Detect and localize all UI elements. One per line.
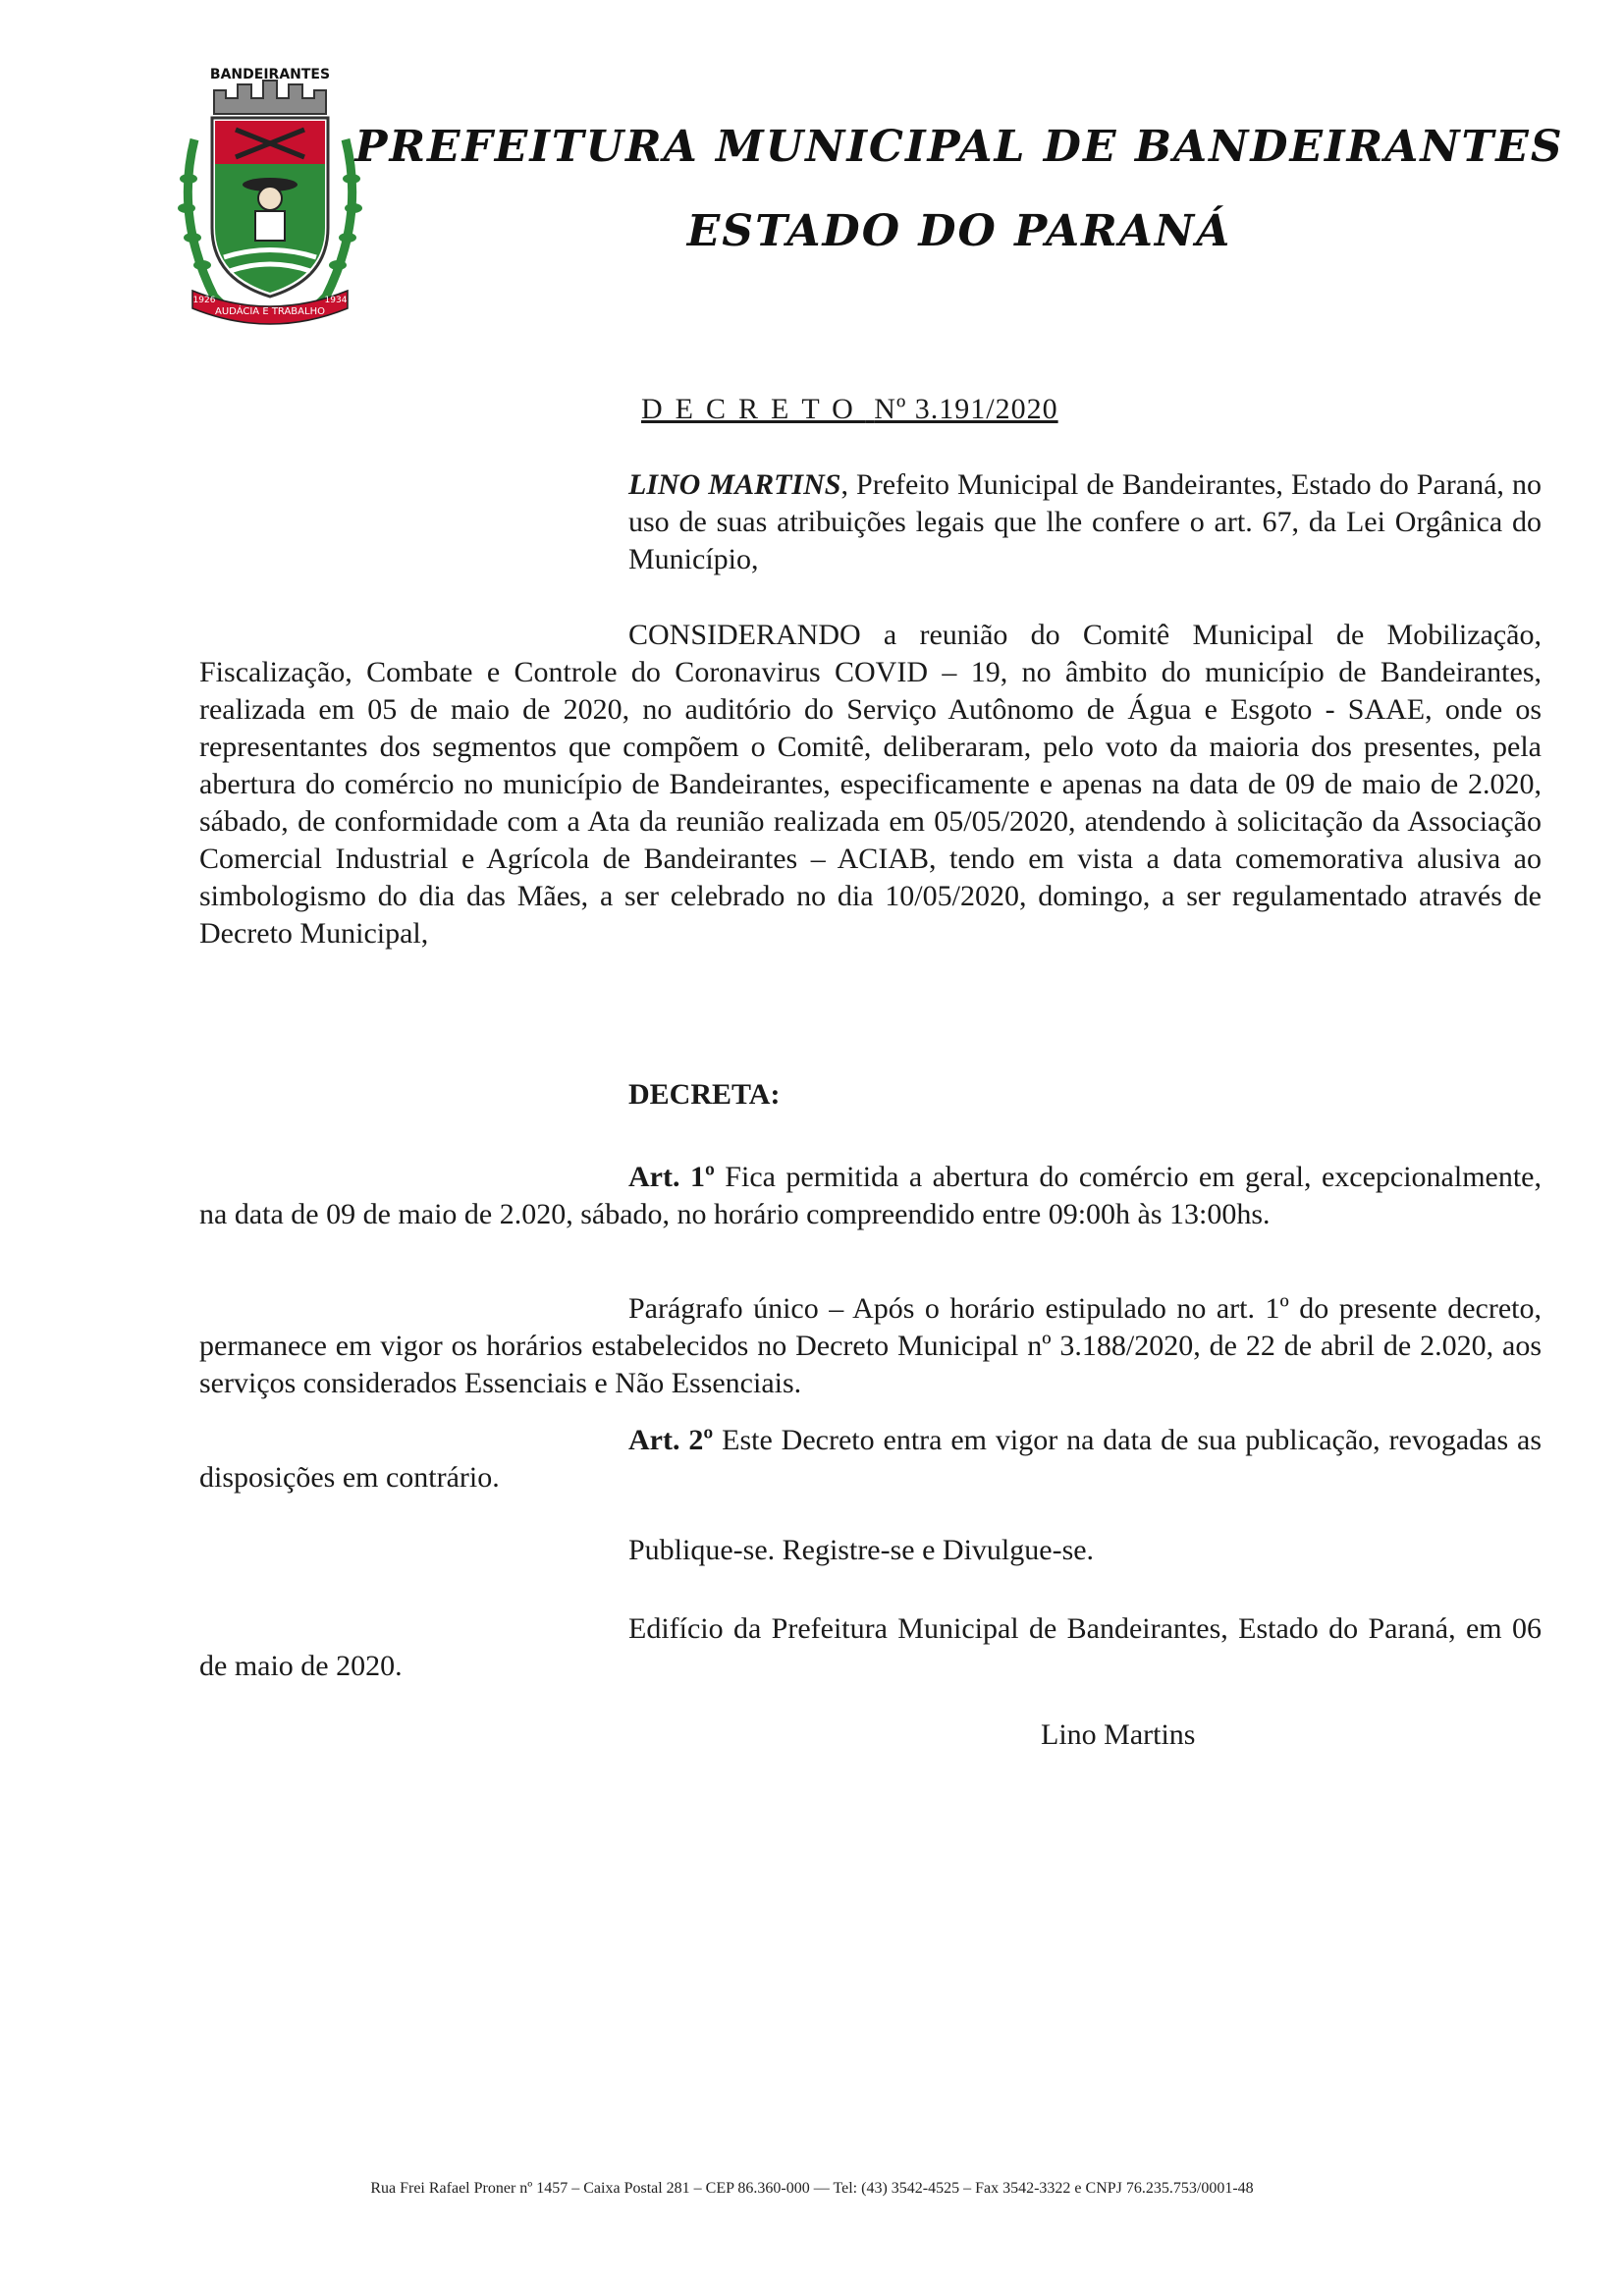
crest-banner-text: BANDEIRANTES: [209, 67, 331, 82]
considering-text: CONSIDERANDO a reunião do Comitê Municipal de Mobilização, Fiscalização, Combate e Controle do Coronavirus COVID – 19, no âmbito do município de Bandeirantes, realizada em 05 de maio de 2020, no auditório do Serviço Autônomo de Água e Esgoto - SAAE, onde os representantes dos segmentos que compõem o Comitê, deliberaram, pelo voto da maioria dos presentes, pela abertura do comércio no município de Bandeirantes, especificamente e apenas na data de 09 de maio de 2.020, sábado, de conformidade com a Ata da reunião realizada em 05/05/2020, atendendo à solicitação da Associação Comercial Industrial e Agrícola de Bandeirantes – ACIAB, tendo em vista a data comemorativa alusiva ao simbologismo do dia das Mães, a ser celebrado no dia 10/05/2020, domingo, a ser regulamentado através de Decreto Municipal,: [199, 619, 1542, 950]
preamble-text: , Prefeito Municipal de Bandeirantes, Estado do Paraná, no uso de suas atribuições legais que lhe confere o art. 67, da Lei Orgânica do Município,: [628, 468, 1542, 575]
footer-address: Rua Frei Rafael Proner nº 1457 – Caixa Postal 281 – CEP 86.360-000 — Tel: (43) 3542-4525 – Fax 3542-3322 e CNPJ 76.235.753/0001-48: [370, 2180, 1254, 2197]
crest-year-left: 1926: [192, 296, 216, 305]
decreta-heading: DECRETA:: [628, 1078, 781, 1111]
considering-paragraph: [199, 617, 1542, 952]
crest-year-right: 1934: [324, 296, 348, 305]
crest-motto-text: AUDÁCIA E TRABALHO: [215, 306, 325, 317]
coat-of-arms-logo: [175, 61, 365, 328]
decree-title-word: DECRETO: [641, 393, 866, 425]
preamble-paragraph: [628, 466, 1542, 578]
article-1-label: Art. 1º: [628, 1161, 715, 1193]
sole-paragraph-text: Parágrafo único – Após o horário estipulado no art. 1º do presente decreto, permanece em vigor os horários estabelecidos no Decreto Municipal nº 3.188/2020, de 22 de abril de 2.020, aos serviços considerados Essenciais e Não Essenciais.: [199, 1292, 1542, 1399]
decree-number: Nº 3.191/2020: [874, 393, 1058, 425]
article-2-label: Art. 2º: [628, 1424, 714, 1456]
sole-paragraph: [199, 1290, 1542, 1402]
article-1-paragraph: [199, 1159, 1542, 1233]
state-title: ESTADO DO PARANÁ: [686, 206, 1232, 256]
article-2-text: Este Decreto entra em vigor na data de sua publicação, revogadas as disposições em contrário.: [199, 1424, 1543, 1494]
mayor-name: LINO MARTINS: [628, 468, 841, 501]
signature-name: Lino Martins: [1041, 1718, 1196, 1751]
publication-order: Publique-se. Registre-se e Divulgue-se.: [628, 1534, 1095, 1566]
article-1-text: Fica permitida a abertura do comércio em geral, excepcionalmente, na data de 09 de maio de 2.020, sábado, no horário compreendido entre 09:00h às 13:00hs.: [199, 1161, 1542, 1230]
municipality-title: PREFEITURA MUNICIPAL DE BANDEIRANTES: [354, 122, 1564, 172]
place-date-text: Edifício da Prefeitura Municipal de Bandeirantes, Estado do Paraná, em 06 de maio de 2020.: [199, 1612, 1542, 1682]
decree-title: [641, 393, 1058, 426]
place-date-paragraph: [199, 1610, 1542, 1685]
article-2-paragraph: [199, 1422, 1542, 1497]
